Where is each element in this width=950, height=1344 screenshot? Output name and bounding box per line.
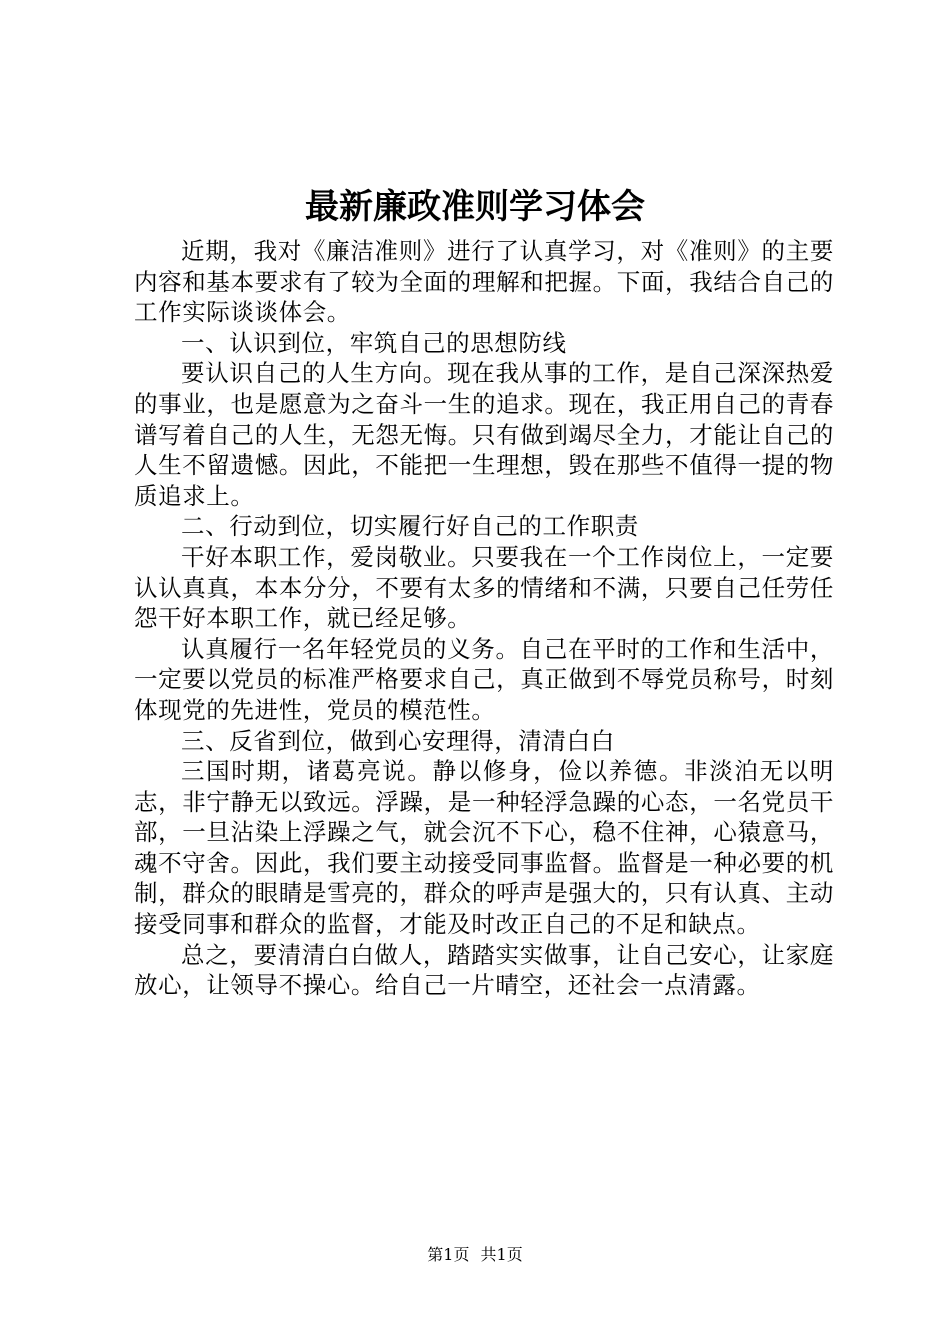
section-heading-1: 一、认识到位，牢筑自己的思想防线 xyxy=(181,328,567,357)
page-total: 共1页 xyxy=(480,1245,523,1264)
intro-paragraph: 近期，我对《廉洁准则》进行了认真学习，对《准则》的主要内容和基本要求有了较为全面的理解和把握。下面，我结合自己的工作实际谈谈体会。 xyxy=(134,237,834,327)
section-heading-2: 二、行动到位，切实履行好自己的工作职责 xyxy=(181,512,639,541)
document-title: 最新廉政准则学习体会 xyxy=(305,187,645,227)
conclusion-paragraph: 总之，要清清白白做人，踏踏实实做事，让自己安心，让家庭放心，让领导不操心。给自己一片晴空，还社会一点清露。 xyxy=(134,940,834,1000)
body-paragraph: 三国时期，诸葛亮说。静以修身，俭以养德。非淡泊无以明志，非宁静无以致远。浮躁，是一种轻浮急躁的心态，一名党员干部，一旦沾染上浮躁之气，就会沉不下心，稳不住神，心猿意马，魂不守舍。因此，我们要主动接受同事监督。监督是一种必要的机制，群众的眼睛是雪亮的，群众的呼声是强大的，只有认真、主动接受同事和群众的监督，才能及时改正自己的不足和缺点。 xyxy=(134,757,834,939)
body-paragraph: 干好本职工作，爱岗敬业。只要我在一个工作岗位上，一定要认认真真，本本分分，不要有太多的情绪和不满，只要自己任劳任怨干好本职工作，就已经足够。 xyxy=(134,542,834,633)
section-heading-3: 三、反省到位，做到心安理得，清清白白 xyxy=(181,726,615,755)
page-number: 第1页 xyxy=(427,1245,470,1264)
body-paragraph: 认真履行一名年轻党员的义务。自己在平时的工作和生活中，一定要以党员的标准严格要求自己，真正做到不辱党员称号，时刻体现党的先进性，党员的模范性。 xyxy=(134,634,834,724)
body-paragraph: 要认识自己的人生方向。现在我从事的工作，是自己深深热爱的事业，也是愿意为之奋斗一生的追求。现在，我正用自己的青春谱写着自己的人生，无怨无悔。只有做到竭尽全力，才能让自己的人生不留遗憾。因此，不能把一生理想，毁在那些不值得一提的物质追求上。 xyxy=(134,359,834,510)
document-body xyxy=(134,236,834,1001)
page-footer xyxy=(0,1244,950,1266)
